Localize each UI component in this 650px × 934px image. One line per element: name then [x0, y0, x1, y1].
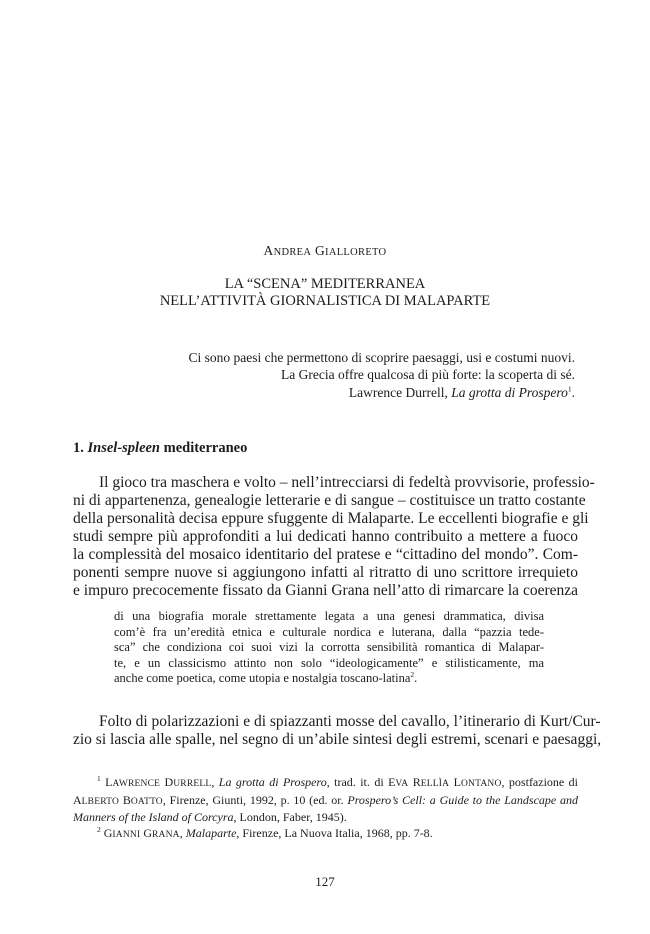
paragraph-line: zio si lascia alle spalle, nel segno di un’abile sintesi degli estremi, scenari e paesaggi, — [73, 731, 602, 748]
footnotes — [73, 775, 578, 843]
footnote-1-cont: ALBERTO BOATTO, Firenze, Giunti, 1992, p. 10 (ed. or. Prospero’s Cell: a Guide to the Landscape and — [73, 792, 578, 807]
paragraph-line: e impuro precocemente fissato da Gianni Grana nell’atto di rimarcare la coerenza — [73, 582, 578, 599]
epigraph — [115, 350, 575, 402]
paragraph-line: studi sempre più approfonditi a lui dedicati hanno contribuito a mettere a fuoco — [73, 528, 578, 545]
epigraph-citation: Lawrence Durrell, La grotta di Prospero$^1$. — [348, 384, 575, 400]
section-heading: 1. Insel-spleen mediterraneo — [73, 440, 248, 456]
paragraph-line: la complessità del mosaico identitario del pratese e “cittadino del mondo”. Com- — [73, 546, 578, 563]
quote-line: sca” che condiziona coi suoi vizi la corrotta sensibilità romantica di Malapar- — [114, 640, 544, 655]
quote-line: anche come poetica, come utopia e nostalgia toscano-latina$^2$. — [114, 670, 418, 686]
footnote-2: $^2$ GIANNI GRANA, Malaparte, Firenze, La Nuova Italia, 1968, pp. 7-8. — [97, 824, 433, 840]
title-line-2: NELL’ATTIVITÀ GIORNALISTICA DI MALAPARTE — [159, 293, 491, 309]
page-number: 127 — [315, 874, 335, 889]
footnote-ref-1[interactable]: 1 — [567, 384, 572, 394]
article-title — [0, 276, 650, 310]
author-name: ANDREA GIALLORETO — [263, 243, 387, 258]
block-quote — [114, 609, 544, 687]
epigraph-line-2: La Grecia offre qualcosa di più forte: la scoperta di sé. — [280, 366, 575, 382]
footnote-1: $^1$ LAWRENCE DURRELL, La grotta di Prospero, trad. it. di EVA RELLÌA LONTANO, postfazione di — [97, 774, 578, 789]
footnote-1-cont: Manners of the Island of Corcyra, London, Faber, 1945). — [73, 810, 347, 824]
paragraph-2 — [73, 713, 602, 749]
paragraph-line: ni di appartenenza, genealogie letterarie e di sangue – costituisce un tratto costante — [73, 492, 586, 509]
quote-line: di una biografia morale strettamente legata a una genesi drammatica, divisa — [114, 609, 544, 623]
paragraph-1 — [73, 474, 595, 600]
quote-line: com’è fra un’eredità etnica e culturale nordica e luterana, dalla “pazzia tede- — [114, 624, 544, 639]
quote-line: te, e un classicismo attinto non solo “ideologicamente” e stilisticamente, ma — [114, 655, 544, 670]
paragraph-line: ponenti sempre nuove si aggiungono infatti al ritratto di uno scrittore irrequieto — [73, 564, 578, 581]
paragraph-line: della personalità decisa eppure sfuggente di Malaparte. Le eccellenti biografie e gli — [73, 510, 589, 527]
paragraph-line: Folto di polarizzazioni e di spiazzanti mosse del cavallo, l’itinerario di Kurt/Cur- — [99, 713, 601, 730]
paragraph-line: Il gioco tra maschera e volto – nell’intrecciarsi di fedeltà provvisorie, professio- — [99, 474, 595, 491]
title-line-1: LA “SCENA” MEDITERRANEA — [224, 276, 426, 292]
footnote-ref-2[interactable]: 2 — [410, 670, 415, 680]
epigraph-line-1: Ci sono paesi che permettono di scoprire paesaggi, usi e costumi nuovi. — [188, 350, 575, 365]
